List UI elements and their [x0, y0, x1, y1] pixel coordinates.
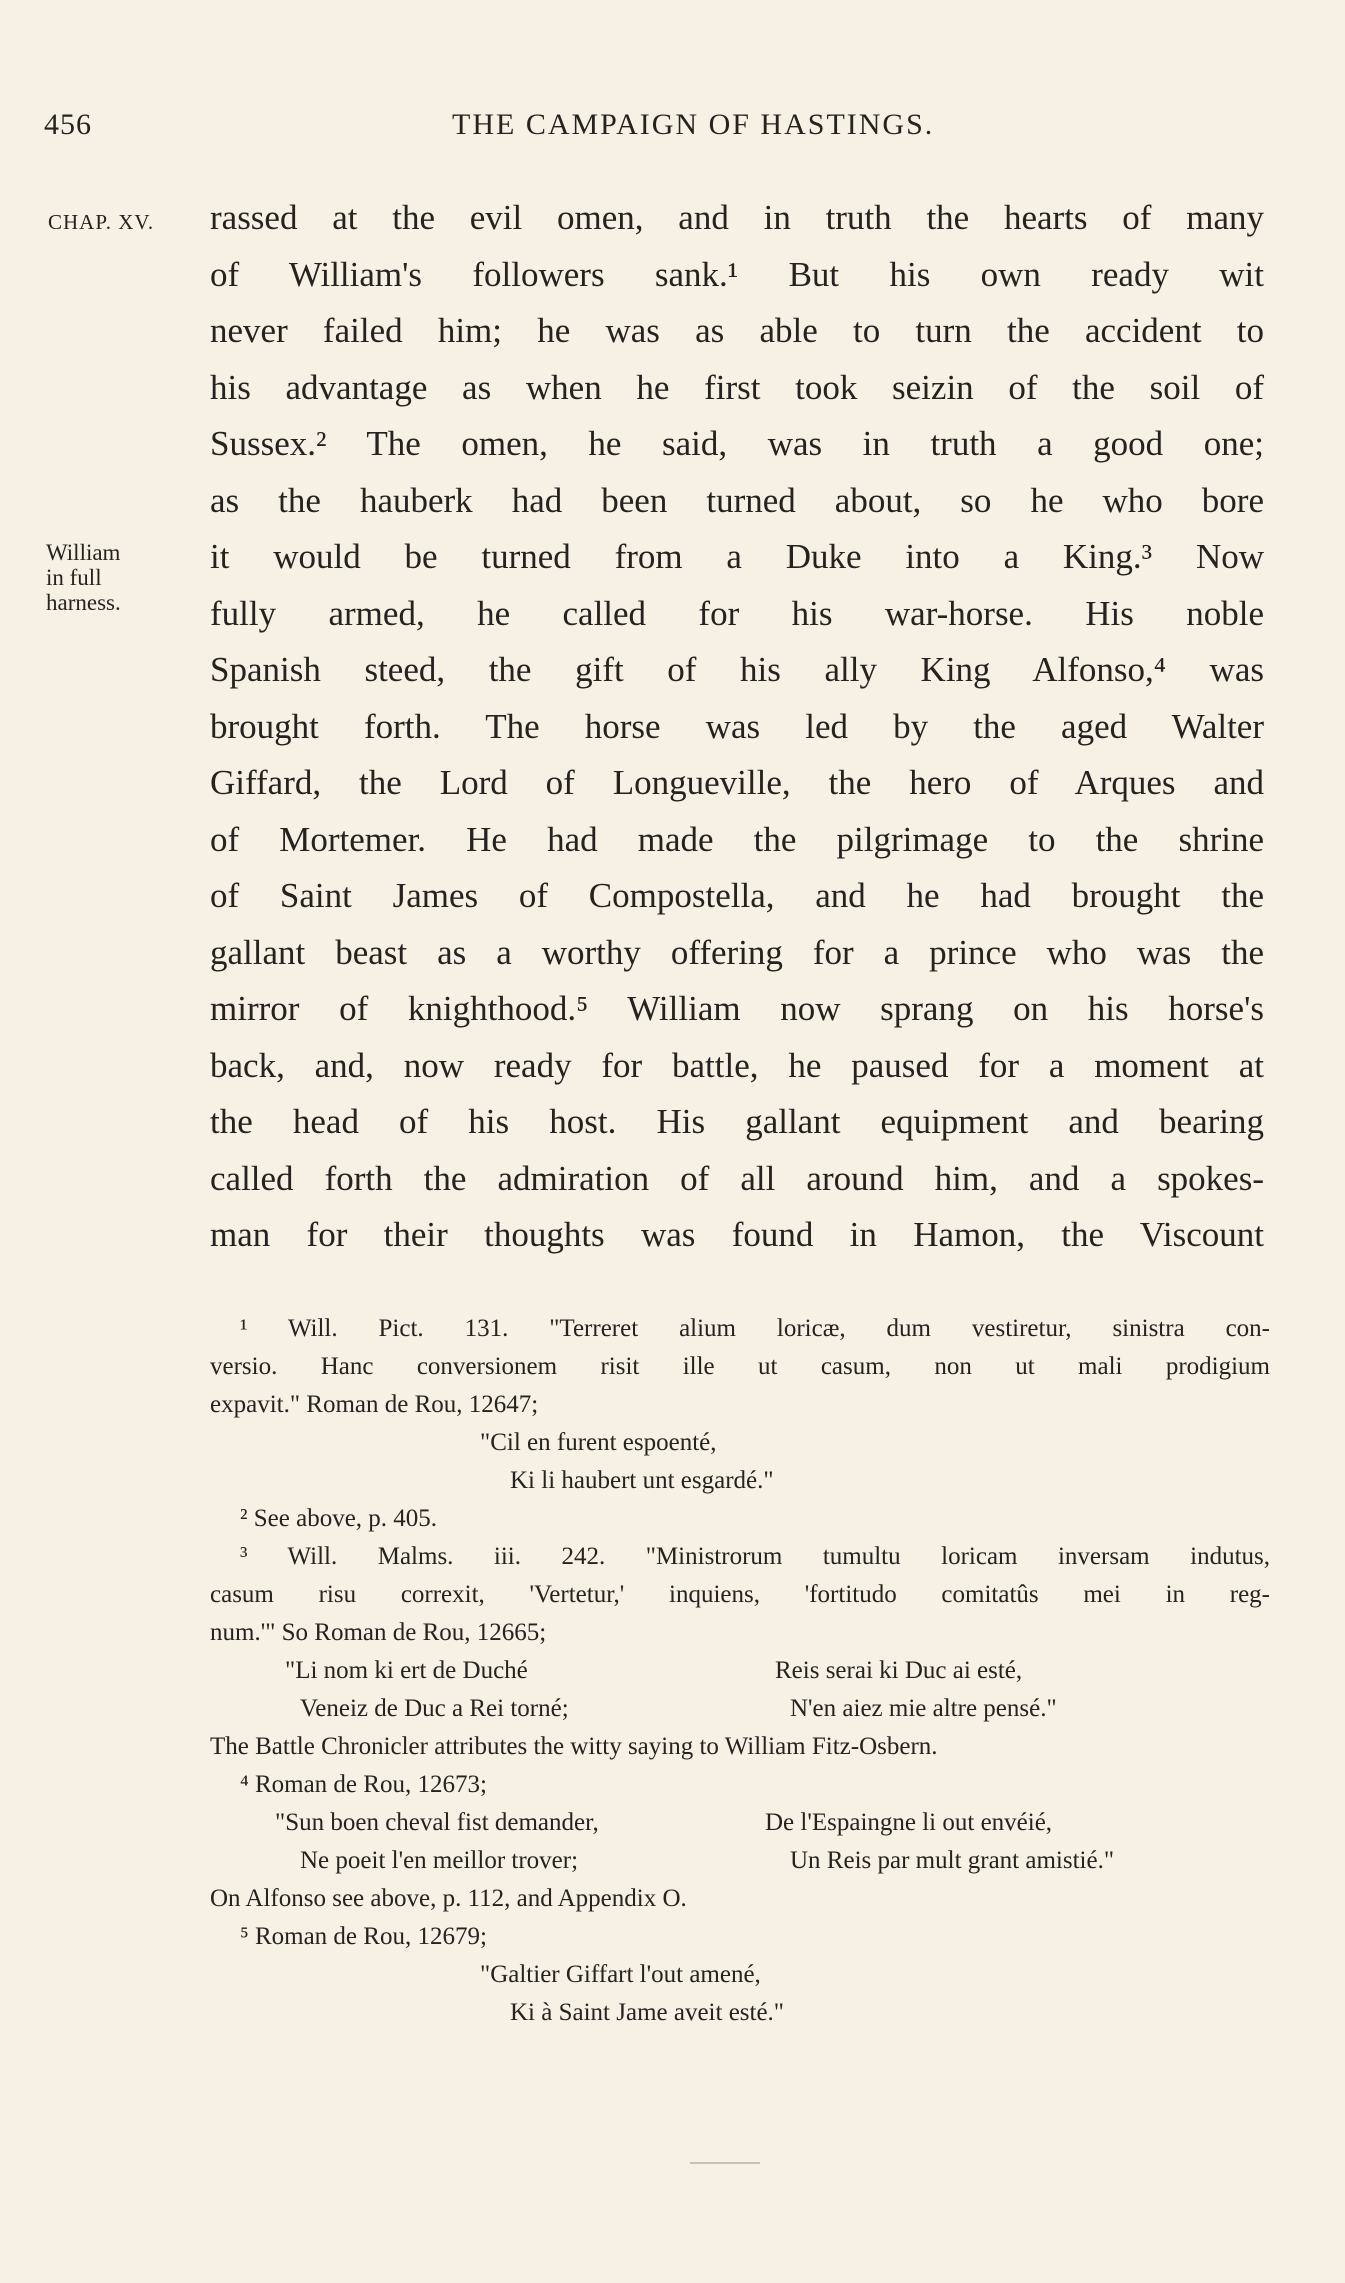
body-line: called forth the admiration of all around him, and a spokes- [210, 1158, 1264, 1198]
footnotes [210, 1310, 1270, 2032]
body-line: of William's followers sank.¹ But his own ready wit [210, 254, 1264, 294]
footnote-4-after: On Alfonso see above, p. 112, and Appendix O. [210, 1885, 687, 1912]
verse-right: N'en aiez mie altre pensé." [790, 1695, 1057, 1722]
footnote-5: ⁵ Roman de Rou, 12679; [240, 1923, 487, 1950]
sidenote-line: William [46, 540, 121, 565]
sidenote-line: harness. [46, 590, 121, 615]
running-head [0, 108, 1345, 152]
footnote-1-line: versio. Hanc conversionem risit ille ut casum, non ut mali prodigium [210, 1353, 1270, 1380]
body-line: man for their thoughts was found in Hamon, the Viscount [210, 1215, 1264, 1254]
body-text [210, 190, 1264, 1264]
body-line: never failed him; he was as able to turn the accident to [210, 311, 1264, 350]
body-line: of Mortemer. He had made the pilgrimage to the shrine [210, 819, 1264, 859]
verse-right: Reis serai ki Duc ai esté, [775, 1657, 1023, 1684]
verse-couplet [210, 1804, 1270, 1842]
sidenote-line: in full [46, 565, 102, 590]
verse-right: Un Reis par mult grant amistié." [790, 1847, 1115, 1874]
body-line: back, and, now ready for battle, he paused for a moment at [210, 1045, 1264, 1085]
verse-line: "Cil en furent espoenté, [480, 1429, 717, 1456]
body-line: of Saint James of Compostella, and he had brought the [210, 876, 1264, 915]
verse-right: De l'Espaingne li out envéié, [765, 1809, 1053, 1836]
body-line: the head of his host. His gallant equipment and bearing [210, 1102, 1264, 1141]
footnote-3-line: ³ Will. Malms. iii. 242. "Ministrorum tumultu loricam inversam indutus, [240, 1543, 1270, 1570]
footnote-1-line: ¹ Will. Pict. 131. "Terreret alium loricæ, dum vestiretur, sinistra con- [240, 1315, 1270, 1342]
body-line: his advantage as when he first took seizin of the soil of [210, 367, 1264, 407]
verse-left: Ne poeit l'en meillor trover; [300, 1847, 579, 1874]
body-line: rassed at the evil omen, and in truth the hearts of many [210, 198, 1264, 237]
verse-left: Veneiz de Duc a Rei torné; [300, 1695, 569, 1722]
end-rule [690, 2162, 760, 2164]
body-line: mirror of knighthood.⁵ William now sprang on his horse's [210, 989, 1264, 1028]
verse-left: "Sun boen cheval fist demander, [275, 1809, 599, 1836]
verse-line: "Galtier Giffart l'out amené, [480, 1961, 761, 1988]
body-line: it would be turned from a Duke into a King.³ Now [210, 537, 1264, 576]
body-line: gallant beast as a worthy offering for a prince who was the [210, 932, 1264, 972]
verse-couplet [210, 1690, 1270, 1728]
body-line: as the hauberk had been turned about, so he who bore [210, 480, 1264, 520]
verse-left: "Li nom ki ert de Duché [285, 1657, 528, 1684]
verse-couplet [210, 1842, 1270, 1880]
footnote-3-line: num.'" So Roman de Rou, 12665; [210, 1619, 547, 1646]
verse-line: Ki à Saint Jame aveit esté." [510, 1999, 785, 2026]
footnote-2: ² See above, p. 405. [240, 1505, 438, 1532]
running-title: THE CAMPAIGN OF HASTINGS. [452, 108, 935, 141]
footnote-3-after: The Battle Chronicler attributes the witty saying to William Fitz-Osbern. [210, 1733, 938, 1760]
chapter-marker: CHAP. XV. [48, 210, 155, 234]
page-number: 456 [44, 108, 92, 141]
body-line: brought forth. The horse was led by the aged Walter [210, 706, 1264, 746]
footnote-4: ⁴ Roman de Rou, 12673; [240, 1771, 487, 1798]
body-line: Spanish steed, the gift of his ally King Alfonso,⁴ was [210, 650, 1264, 689]
margin-sidenote [46, 540, 196, 615]
verse-couplet [210, 1652, 1270, 1690]
footnote-3-line: casum risu correxit, 'Vertetur,' inquiens, 'fortitudo comitatûs mei in reg- [210, 1581, 1270, 1608]
footnote-1-line: expavit." Roman de Rou, 12647; [210, 1391, 539, 1418]
body-line: Giffard, the Lord of Longueville, the hero of Arques and [210, 763, 1264, 802]
body-line: fully armed, he called for his war-horse. His noble [210, 593, 1264, 633]
body-line: Sussex.² The omen, he said, was in truth a good one; [210, 424, 1264, 463]
verse-line: Ki li haubert unt esgardé." [510, 1467, 774, 1494]
